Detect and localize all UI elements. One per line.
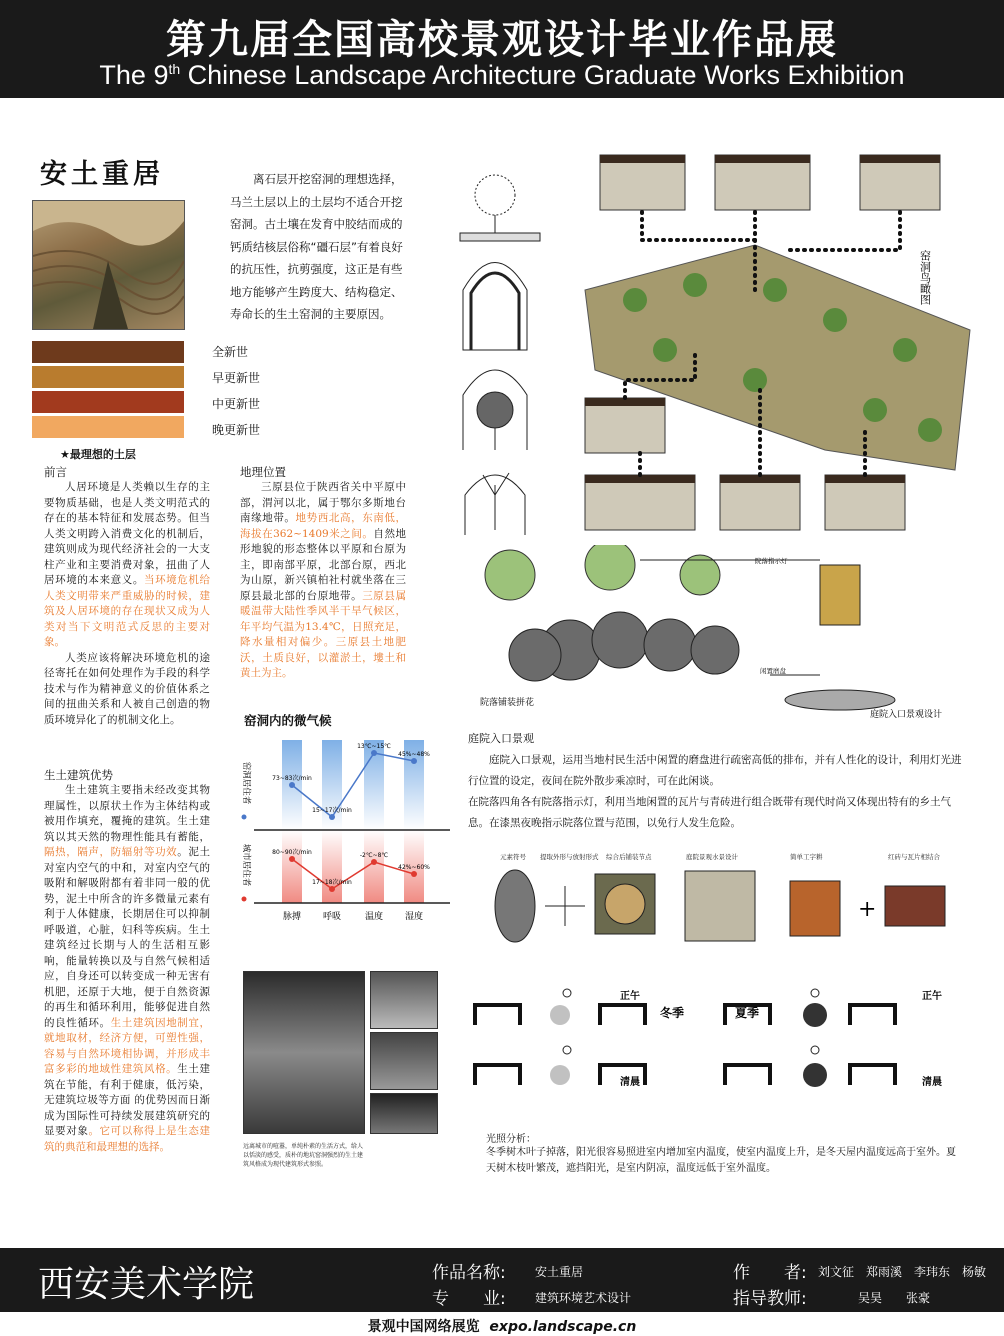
data-label: -2℃~8℃ <box>359 852 389 859</box>
series-point <box>371 750 377 756</box>
courtyard-title: 庭院入口景观 <box>468 732 534 745</box>
series-point <box>411 871 417 877</box>
data-label: 15~17次/min <box>312 807 352 814</box>
cave-kitchen-photo <box>370 1032 438 1090</box>
ecology-text <box>44 783 210 1155</box>
courtyard-p2: 在院落四角各有院落指示灯，利用当地闲置的瓦片与青砖进行组合既带有现代时尚又体现出特有的乡土气息。在漆黑夜晚指示院落位置与范围，以免行人发生危险。 <box>468 796 951 829</box>
chart-column-bottom <box>282 830 302 903</box>
x-tick-label: 脉搏 <box>282 912 302 922</box>
courtyard-text <box>468 750 968 834</box>
series-point <box>411 758 417 764</box>
authors-value: 刘文征 郑雨溪 李玮东 杨敏 <box>818 1265 987 1279</box>
authors-label: 作 者: <box>733 1263 807 1283</box>
loess-terrace-photo <box>32 200 185 330</box>
noon-label-winter: 正午 <box>620 991 640 1002</box>
design-elements-row <box>490 866 960 946</box>
ecology-t2: 。泥土对室内空气的中和，对室内空气的吸附和解吸附都有着非同一般的优势，泥土中所含的许多微量元素有利于人体健康，长期居住可以抑制呼吸道，心脏，妇科等疾病。生土建筑经过长期与人的生活相互影响，能量转换以及与自然气候相适应，自身还可以转变成一种无害有机肥，还原于大地，便于自然资源的再生和循环利用，能够促进自然的良性循环。 <box>44 846 211 1029</box>
soil-layer-early-pleistocene <box>32 366 184 388</box>
ecology-t3: 生土建筑在节能，有利于健康，低污染，无建筑垃圾等方面 的优势因而日渐成为国际性可持续发展建筑研究的显要对象 <box>44 1063 211 1137</box>
preface-text <box>44 480 210 728</box>
legend-dot <box>242 897 247 902</box>
title-english <box>0 60 1004 91</box>
element-label: 红砖与瓦片相结合 <box>888 853 940 861</box>
major-label: 专 业: <box>432 1289 506 1309</box>
geo-h2: 三原县属暖温带大陆性季风半干旱气候区，年平均气温为13.4℃，日照充足，降水量相对偏少。三原县土地肥沃，土质良好，以灌淤土，塿土和黄土为主。 <box>240 589 407 679</box>
credit-cn: 景观中国网络展览 <box>367 1319 480 1335</box>
element-label: 简单工字耕 <box>790 853 823 861</box>
winter-label: 冬季 <box>660 1006 685 1020</box>
series-name: 窑洞居住者 <box>241 761 251 805</box>
legend-dot <box>242 815 247 820</box>
credit-url: expo.landscape.cn <box>489 1319 637 1335</box>
element-label: 提取外形与放射形式 <box>540 853 599 861</box>
layer-label: 晚更新世 <box>212 423 261 437</box>
summer-label: 夏季 <box>735 1006 760 1020</box>
data-label: 73~83次/min <box>272 775 312 782</box>
element-label: 元素符号 <box>500 853 526 861</box>
series-point <box>371 859 377 865</box>
series-name: 城市居住者 <box>241 843 251 887</box>
title-chinese: 第九届全国高校景观设计毕业作品展 <box>166 17 838 63</box>
arch-section-sketches <box>455 165 555 540</box>
geo-h1: 地势西北高，东南低，海拔在362~1409米之间。 <box>240 512 407 540</box>
cave-site-plan <box>575 150 975 550</box>
layer-label: 早更新世 <box>212 371 261 385</box>
chart-column-bottom <box>322 830 342 903</box>
label-indicator: 院落指示灯 <box>755 557 788 565</box>
teacher-value: 吴昊 张豪 <box>858 1291 931 1305</box>
plus-icon: + <box>858 897 877 922</box>
label-millstone: 闲置磨盘 <box>760 667 786 675</box>
cave-interior-photo <box>243 971 365 1134</box>
poster-footer <box>0 1248 1004 1312</box>
data-label: 45%~48% <box>398 751 430 758</box>
x-tick-label: 湿度 <box>404 912 424 922</box>
light-title: 光照分析： <box>486 1134 536 1145</box>
terrace-drawing <box>33 201 184 329</box>
title-en-sup: th <box>168 61 181 77</box>
title-en-part: The 9 <box>99 60 169 90</box>
ecology-h1: 隔热，隔声，防辐射等功效 <box>44 846 178 858</box>
x-tick-label: 温度 <box>364 912 384 922</box>
geo-title: 地理位置 <box>240 465 286 479</box>
light-text: 冬季树木叶子掉落，阳光很容易照进室内增加室内温度，使室内温度上升，是冬天屋内温度远高于室外。夏天树木枝叶繁茂，遮挡阳光，是室内阴凉，温度远低于室外温度。 <box>486 1147 956 1174</box>
series-point <box>329 886 335 892</box>
noon-label-summer: 正午 <box>922 991 942 1002</box>
preface-title: 前言 <box>44 465 67 479</box>
data-label: 42%~60% <box>398 864 430 871</box>
ecology-h2: 生土建筑因地制宜，就地取材，经济方便，可塑性强，容易与自然环境相协调，并形成丰富多彩的地域性建筑风格。 <box>44 1016 211 1075</box>
data-label: 13℃~15℃ <box>357 743 391 750</box>
element-label: 综合后铺装节点 <box>606 853 652 861</box>
ecology-h3: 。它可以称得上是生态建筑的典范和最理想的选择。 <box>44 1125 211 1153</box>
ecology-t1: 生土建筑主要指未经改变其物理属性，以原状土作为主体结构或被用作填充，覆掩的建筑。生土建筑以其天然的物理性能具有蓄能， <box>44 784 210 843</box>
geo-t1: 三原县位于陕西省关中平原中部，渭河以北，属于鄂尔多斯地台南缘地带。 <box>240 481 406 524</box>
layer-label: 中更新世 <box>212 397 261 411</box>
photo-caption: 远离城市的喧嚣，单纯朴素的生活方式，给人以恬淡的感受，质朴的地坑窑洞强烈的生土建筑风格成为现代建筑形式参照。 <box>243 1143 364 1168</box>
ecology-title: 生土建筑优势 <box>44 768 113 782</box>
cave-resident-photo <box>370 971 438 1029</box>
courtyard-entrance-sketch <box>470 545 950 725</box>
morning-label-summer: 清晨 <box>922 1077 942 1088</box>
soil-layer-late-pleistocene <box>32 416 184 438</box>
series-point <box>329 814 335 820</box>
geo-text <box>240 480 406 682</box>
x-tick-label: 呼吸 <box>322 912 342 922</box>
cave-bowl-photo <box>370 1093 438 1134</box>
poster-header <box>0 0 1004 98</box>
work-value: 安土重居 <box>535 1265 584 1279</box>
title-en-part: Chinese Landscape Architecture Graduate Works Exhibition <box>180 60 905 90</box>
series-line <box>292 859 414 889</box>
chart-title: 窑洞内的微气候 <box>244 713 332 728</box>
soil-layer-holocene <box>32 341 184 363</box>
light-analysis-diagrams <box>470 985 960 1115</box>
ideal-soil-note: ★最理想的土层 <box>60 448 136 461</box>
teacher-label: 指导教师: <box>733 1289 807 1309</box>
soil-layer-middle-pleistocene <box>32 391 184 413</box>
preface-p1: 人居环境是人类赖以生存的主要物质基础，也是人类文明范式的存在的基本特征和发展态势。但当人类文明跨入消费文化的机制后，建筑则成为现代经济社会的一大支柱产业和主要消费对象，扭曲了人居环境的本来意义。 <box>44 481 210 586</box>
series-line <box>292 753 414 817</box>
millstone <box>785 690 895 710</box>
geo-t2: 自然地形地貌的形态整体以平原和台原为主，即南部平原，北部台原，西北为山原，新兴镇柏社村就坐落在三原县最北部的台原地带。 <box>240 527 407 602</box>
courtyard-p1: 庭院入口景观，运用当地村民生活中闲置的磨盘进行疏密高低的排布，并有人性化的设计，利用灯光进行位置的设定，夜间在院外散步乘凉时，可在此闲谈。 <box>468 754 962 787</box>
site-plan-label: 窑洞鸟瞰图 <box>918 250 932 305</box>
soil-intro-text: 离石层开挖窑洞的理想选择，马兰土层以上的土层均不适合开挖窑洞。古土壤在发育中胶结而成的钙质结核层俗称“礓石层”有着良好的抗压性，抗剪强度，这正是有些地方能够产生跨度大、结构稳定、寿命长的生土窑洞的主要原因。 <box>230 172 403 321</box>
element-label: 庭院景观水景设计 <box>686 853 738 861</box>
data-label: 80~90次/min <box>272 849 312 856</box>
data-label: 17~18次/min <box>312 879 352 886</box>
series-point <box>289 782 295 788</box>
microclimate-chart <box>234 735 450 925</box>
work-label: 作品名称: <box>432 1263 506 1283</box>
school-name: 西安美术学院 <box>38 1264 255 1305</box>
label-entrance: 庭院入口景观设计 <box>870 710 943 720</box>
layer-label: 全新世 <box>212 345 249 359</box>
indicator-lamp <box>820 565 860 625</box>
preface-p2: 人类应该将解决环境危机的途径寄托在如何处理作为手段的科学技术与作为精神意义的价值体系之间的扭曲关系和人被自己创造的物质环境异化了的机制文化上。 <box>44 651 210 726</box>
major-value: 建筑环境艺术设计 <box>535 1291 632 1305</box>
morning-label-winter: 清晨 <box>620 1077 640 1088</box>
exhibition-credit <box>0 1316 1004 1336</box>
series-point <box>289 856 295 862</box>
project-title: 安土重居 <box>40 159 164 190</box>
label-pavement: 院落铺装拼花 <box>480 698 535 708</box>
preface-highlight: 当环境危机给人类文明带来严重威胁的时候，建筑及人居环境的存在现状又成为人类对当下文明范式反思的主要对象。 <box>44 574 211 648</box>
